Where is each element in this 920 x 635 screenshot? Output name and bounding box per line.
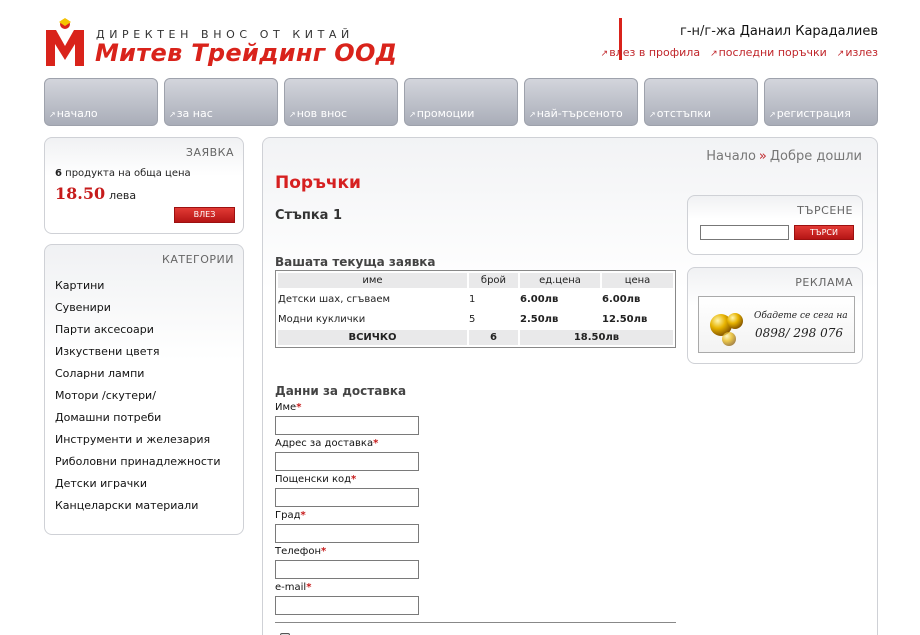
nav-label: ↗ регистрация — [769, 107, 851, 120]
nav-label: ↗ промоции — [409, 107, 474, 120]
cell-qty: 1 — [469, 293, 476, 305]
nav-label: ↗ най-търсеното — [529, 107, 623, 120]
address-label: Адрес за доставка* — [275, 438, 379, 449]
column-header: име — [278, 273, 467, 288]
user-links — [601, 46, 878, 59]
category-item[interactable]: Инструменти и железария — [55, 433, 211, 446]
ad-box — [687, 267, 863, 364]
logout-link[interactable]: ↗ излез — [837, 46, 878, 59]
cell-price: 6.00лв — [602, 293, 641, 305]
page-title: Поръчки — [275, 173, 361, 193]
profile-link[interactable]: ↗ влез в профила — [601, 46, 700, 59]
brand-name[interactable]: Митев Трейдинг ООД — [95, 39, 398, 67]
email-input[interactable] — [275, 596, 419, 615]
search-title: ТЪРСЕНЕ — [797, 204, 853, 217]
categories-list — [55, 279, 220, 521]
nav-label: ↗ отстъпки — [649, 107, 711, 120]
cell-name: Модни куклички — [278, 313, 366, 325]
cell-qty: 5 — [469, 313, 476, 325]
nav-tab-discounts[interactable] — [644, 78, 758, 126]
category-item[interactable]: Картини — [55, 279, 105, 292]
total-price: 18.50лв — [520, 330, 673, 345]
divider — [275, 622, 676, 623]
breadcrumb-current: Добре дошли — [769, 149, 862, 164]
phone-input[interactable] — [275, 560, 419, 579]
delivery-title: Данни за доставка — [275, 384, 407, 398]
ad-text: Обадете се сега на — [754, 311, 848, 321]
category-item[interactable]: Парти аксесоари — [55, 323, 154, 336]
nav-tab-registration[interactable] — [764, 78, 878, 126]
nav-label: ↗ начало — [49, 107, 98, 120]
phone-label: Телефон* — [275, 546, 327, 557]
ad-phone: 0898/ 298 076 — [755, 326, 844, 340]
postcode-label: Пощенски код* — [275, 474, 357, 485]
postcode-input[interactable] — [275, 488, 419, 507]
city-label: Град* — [275, 510, 306, 521]
ad-title: РЕКЛАМА — [795, 276, 853, 289]
ad-banner[interactable] — [698, 296, 855, 353]
logo-icon[interactable] — [44, 18, 86, 66]
recent-orders-link[interactable]: ↗ последни поръчки — [710, 46, 827, 59]
cart-box — [44, 137, 244, 234]
table-header-row — [278, 273, 673, 288]
category-item[interactable]: Мотори /скутери/ — [55, 389, 156, 402]
categories-box — [44, 244, 244, 535]
nav-tab-promotions[interactable] — [404, 78, 518, 126]
nav-label: ↗ нов внос — [289, 107, 347, 120]
category-item[interactable]: Детски играчки — [55, 477, 148, 490]
name-label: Име* — [275, 402, 302, 413]
cart-enter-button[interactable]: ВЛЕЗ — [174, 207, 235, 223]
cell-unit-price: 2.50лв — [520, 313, 559, 325]
categories-title: КАТЕГОРИИ — [162, 253, 234, 266]
user-greeting — [680, 24, 878, 39]
cart-count-text: продукта на обща цена — [65, 168, 191, 179]
category-item[interactable]: Соларни лампи — [55, 367, 145, 380]
table-row — [278, 290, 673, 308]
category-item[interactable]: Изкуствени цветя — [55, 345, 160, 358]
cell-unit-price: 6.00лв — [520, 293, 559, 305]
cart-title: ЗАЯВКА — [185, 146, 234, 159]
category-item[interactable]: Риболовни принадлежности — [55, 455, 221, 468]
category-item[interactable]: Сувенири — [55, 301, 111, 314]
total-label: ВСИЧКО — [278, 330, 467, 345]
table-row — [278, 310, 673, 328]
user-prefix: г-н/г-жа — [679, 24, 736, 39]
breadcrumb — [706, 149, 862, 164]
column-header: брой — [469, 273, 518, 288]
nav-tab-home[interactable] — [44, 78, 158, 126]
total-row — [278, 330, 673, 345]
cell-name: Детски шах, сгъваем — [278, 293, 391, 305]
order-table — [275, 270, 676, 348]
address-input[interactable] — [275, 452, 419, 471]
tagline: ДИРЕКТЕН ВНОС ОТ КИТАЙ — [96, 28, 354, 41]
breadcrumb-separator: » — [758, 149, 767, 164]
main-nav — [44, 78, 878, 126]
cart-total — [55, 184, 136, 203]
name-input[interactable] — [275, 416, 419, 435]
nav-tab-about[interactable] — [164, 78, 278, 126]
column-header: ед.цена — [520, 273, 600, 288]
user-name: Данаил Карадалиев — [739, 24, 878, 39]
cart-currency: лева — [109, 189, 137, 202]
search-button[interactable]: ТЪРСИ — [794, 225, 854, 240]
breadcrumb-home[interactable]: Начало — [706, 149, 756, 164]
total-count: 6 — [469, 330, 518, 345]
gold-spheres-icon — [705, 305, 749, 349]
cart-count: 6 — [55, 168, 62, 179]
search-input[interactable] — [700, 225, 789, 240]
cell-price: 12.50лв — [602, 313, 648, 325]
order-title: Вашата текуща заявка — [275, 255, 436, 269]
cart-summary — [55, 168, 191, 179]
category-item[interactable]: Домашни потреби — [55, 411, 162, 424]
nav-label: ↗ за нас — [169, 107, 213, 120]
nav-tab-bestsellers[interactable] — [524, 78, 638, 126]
nav-tab-new-import[interactable] — [284, 78, 398, 126]
search-box — [687, 195, 863, 255]
category-item[interactable]: Канцеларски материали — [55, 499, 199, 512]
column-header: цена — [602, 273, 673, 288]
step-title: Стъпка 1 — [275, 208, 342, 223]
city-input[interactable] — [275, 524, 419, 543]
email-label: e-mail* — [275, 582, 312, 593]
cart-price: 18.50 — [55, 184, 106, 203]
